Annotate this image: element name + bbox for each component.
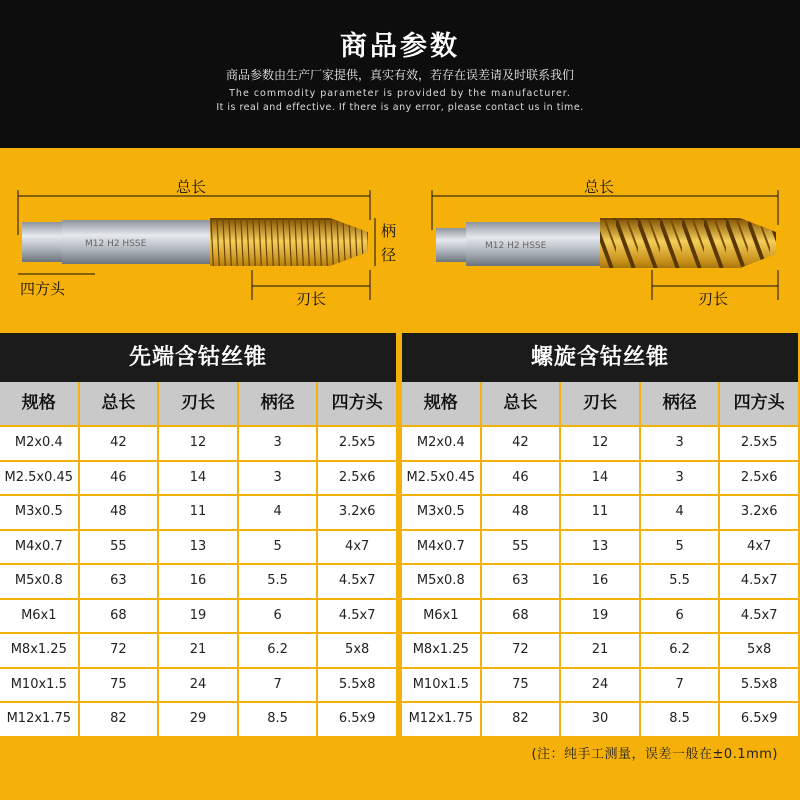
table-cell: 6	[239, 600, 319, 633]
header-banner	[0, 0, 800, 148]
table-cell: 4x7	[345, 538, 370, 554]
table-cell: 24	[159, 669, 239, 702]
table-row	[0, 460, 396, 495]
table-cell: M3x0.5	[402, 496, 482, 529]
spec-table-point-tap	[0, 333, 396, 736]
table-row	[0, 667, 396, 702]
tap-marking-left: M12 H2 HSSE	[85, 239, 147, 249]
table-row	[0, 563, 396, 598]
table-cell: 42	[482, 427, 562, 460]
table-cell: 48	[80, 496, 160, 529]
label-shank-dia-1: 柄	[381, 222, 397, 240]
table-cell: 72	[80, 634, 160, 667]
tap-diagram-svg	[0, 160, 800, 330]
table-cell: 7	[239, 669, 319, 702]
table-body	[0, 425, 396, 736]
table-cell: M5x0.8	[0, 565, 80, 598]
measurement-note: (注：纯手工测量，误差一般在±0.1mm)	[531, 747, 778, 762]
table-cell: M3x0.5	[0, 496, 80, 529]
table-cell: 12	[159, 427, 239, 460]
table-cell: 5.5	[239, 565, 319, 598]
table-cell: 14	[159, 462, 239, 495]
table-cell: M4x0.7	[0, 531, 80, 564]
table-cell: 4	[641, 496, 721, 529]
table-row	[0, 598, 396, 633]
table-cell: M10x1.5	[0, 669, 80, 702]
column-header: 刃长	[159, 382, 239, 425]
column-header: 规格	[0, 382, 80, 425]
label-total-length-right: 总长	[584, 178, 615, 196]
column-header: 柄径	[641, 382, 721, 425]
table-cell: 3.2x6	[338, 504, 376, 519]
table-cell: 6.2	[239, 634, 319, 667]
table-cell: 68	[80, 600, 160, 633]
table-row	[0, 701, 396, 736]
column-header: 规格	[402, 382, 482, 425]
label-blade-length-right: 刃长	[698, 290, 729, 308]
label-square-head: 四方头	[20, 280, 66, 298]
table-cell: 14	[561, 462, 641, 495]
table-cell: 21	[159, 634, 239, 667]
table-cell: 75	[482, 669, 562, 702]
table-cell: 5	[641, 531, 721, 564]
table-cell: 3.2x6	[740, 504, 778, 519]
subtitle-en-2: It is real and effective. If there is any error, please contact us in time.	[216, 102, 584, 113]
table-cell: 21	[561, 634, 641, 667]
tap-diagrams	[0, 160, 800, 330]
table-cell: 55	[80, 531, 160, 564]
table-row	[0, 632, 396, 667]
table-cell: 30	[561, 703, 641, 736]
table-row	[402, 563, 798, 598]
column-header: 四方头	[733, 393, 785, 413]
subtitle-en-1: The commodity parameter is provided by the manufacturer.	[229, 88, 571, 99]
table-row	[402, 425, 798, 460]
table-title: 先端含钴丝锥	[0, 333, 396, 382]
table-header-row	[402, 382, 798, 425]
column-header: 总长	[482, 382, 562, 425]
spec-table-spiral-tap	[402, 333, 798, 736]
table-cell: 5.5x8	[740, 676, 778, 692]
spiral-tap-image	[436, 218, 776, 268]
table-cell: M8x1.25	[402, 634, 482, 667]
column-header: 四方头	[331, 393, 383, 413]
table-cell: 46	[482, 462, 562, 495]
table-cell: 46	[80, 462, 160, 495]
table-cell: 13	[159, 531, 239, 564]
table-cell: 5x8	[747, 642, 772, 657]
table-cell: 6.2	[641, 634, 721, 667]
subtitle-cn: 商品参数由生产厂家提供，真实有效，若存在误差请及时联系我们	[225, 68, 574, 82]
point-tap-image	[22, 218, 368, 266]
table-cell: 6.5x9	[740, 711, 778, 726]
tap-marking-right: M12 H2 HSSE	[485, 241, 547, 251]
column-header: 柄径	[239, 382, 319, 425]
label-blade-length-left: 刃长	[296, 290, 327, 308]
table-row	[0, 494, 396, 529]
table-cell: 8.5	[641, 703, 721, 736]
table-cell: 82	[482, 703, 562, 736]
table-cell: 29	[159, 703, 239, 736]
table-cell: 16	[561, 565, 641, 598]
table-cell: 16	[159, 565, 239, 598]
table-cell: M6x1	[0, 600, 80, 633]
table-cell: 3	[641, 462, 721, 495]
table-cell: 4	[239, 496, 319, 529]
table-cell: M2x0.4	[0, 427, 80, 460]
page-title: 商品参数	[340, 31, 460, 62]
table-cell: 63	[482, 565, 562, 598]
label-total-length-left: 总长	[176, 178, 207, 196]
table-cell: M4x0.7	[402, 531, 482, 564]
table-cell: 4x7	[747, 538, 772, 554]
table-cell: 19	[159, 600, 239, 633]
table-cell: 5	[239, 531, 319, 564]
table-cell: 4.5x7	[338, 573, 376, 588]
table-cell: 48	[482, 496, 562, 529]
column-header: 总长	[80, 382, 160, 425]
table-cell: 11	[561, 496, 641, 529]
table-cell: 2.5x5	[740, 435, 778, 450]
table-cell: 8.5	[239, 703, 319, 736]
table-cell: 5.5	[641, 565, 721, 598]
table-cell: 2.5x5	[338, 435, 376, 450]
table-cell: 24	[561, 669, 641, 702]
table-row	[402, 494, 798, 529]
table-row	[402, 529, 798, 564]
table-cell: 55	[482, 531, 562, 564]
table-cell: 2.5x6	[338, 469, 376, 485]
table-cell: 75	[80, 669, 160, 702]
table-cell: 4.5x7	[740, 573, 778, 588]
table-row	[402, 701, 798, 736]
table-cell: 72	[482, 634, 562, 667]
table-cell: 6	[641, 600, 721, 633]
table-cell: 63	[80, 565, 160, 598]
table-body	[402, 425, 798, 736]
column-header: 刃长	[561, 382, 641, 425]
table-cell: 6.5x9	[338, 711, 376, 726]
table-cell: M12x1.75	[402, 703, 482, 736]
table-cell: 3	[641, 427, 721, 460]
table-cell: 42	[80, 427, 160, 460]
table-cell: M10x1.5	[402, 669, 482, 702]
table-cell: 19	[561, 600, 641, 633]
table-cell: 2.5x6	[740, 469, 778, 485]
table-row	[402, 598, 798, 633]
table-header-row	[0, 382, 396, 425]
table-row	[402, 667, 798, 702]
table-cell: 3	[239, 427, 319, 460]
table-cell: M2x0.4	[402, 427, 482, 460]
table-cell: M8x1.25	[0, 634, 80, 667]
table-cell: 12	[561, 427, 641, 460]
label-shank-dia-2: 径	[381, 246, 397, 264]
table-row	[0, 529, 396, 564]
table-row	[402, 632, 798, 667]
table-title: 螺旋含钴丝锥	[402, 333, 798, 382]
table-cell: M2.5x0.45	[0, 462, 80, 495]
table-cell: 5.5x8	[338, 676, 376, 692]
table-cell: 13	[561, 531, 641, 564]
table-cell: 11	[159, 496, 239, 529]
table-cell: 3	[239, 462, 319, 495]
table-row	[0, 425, 396, 460]
table-cell: M12x1.75	[0, 703, 80, 736]
table-cell: M6x1	[402, 600, 482, 633]
table-cell: 7	[641, 669, 721, 702]
table-cell: 5x8	[345, 642, 370, 657]
table-cell: 82	[80, 703, 160, 736]
table-cell: M5x0.8	[402, 565, 482, 598]
table-cell: 68	[482, 600, 562, 633]
table-row	[402, 460, 798, 495]
table-cell: M2.5x0.45	[402, 462, 482, 495]
table-cell: 4.5x7	[338, 607, 376, 623]
table-cell: 4.5x7	[740, 607, 778, 623]
